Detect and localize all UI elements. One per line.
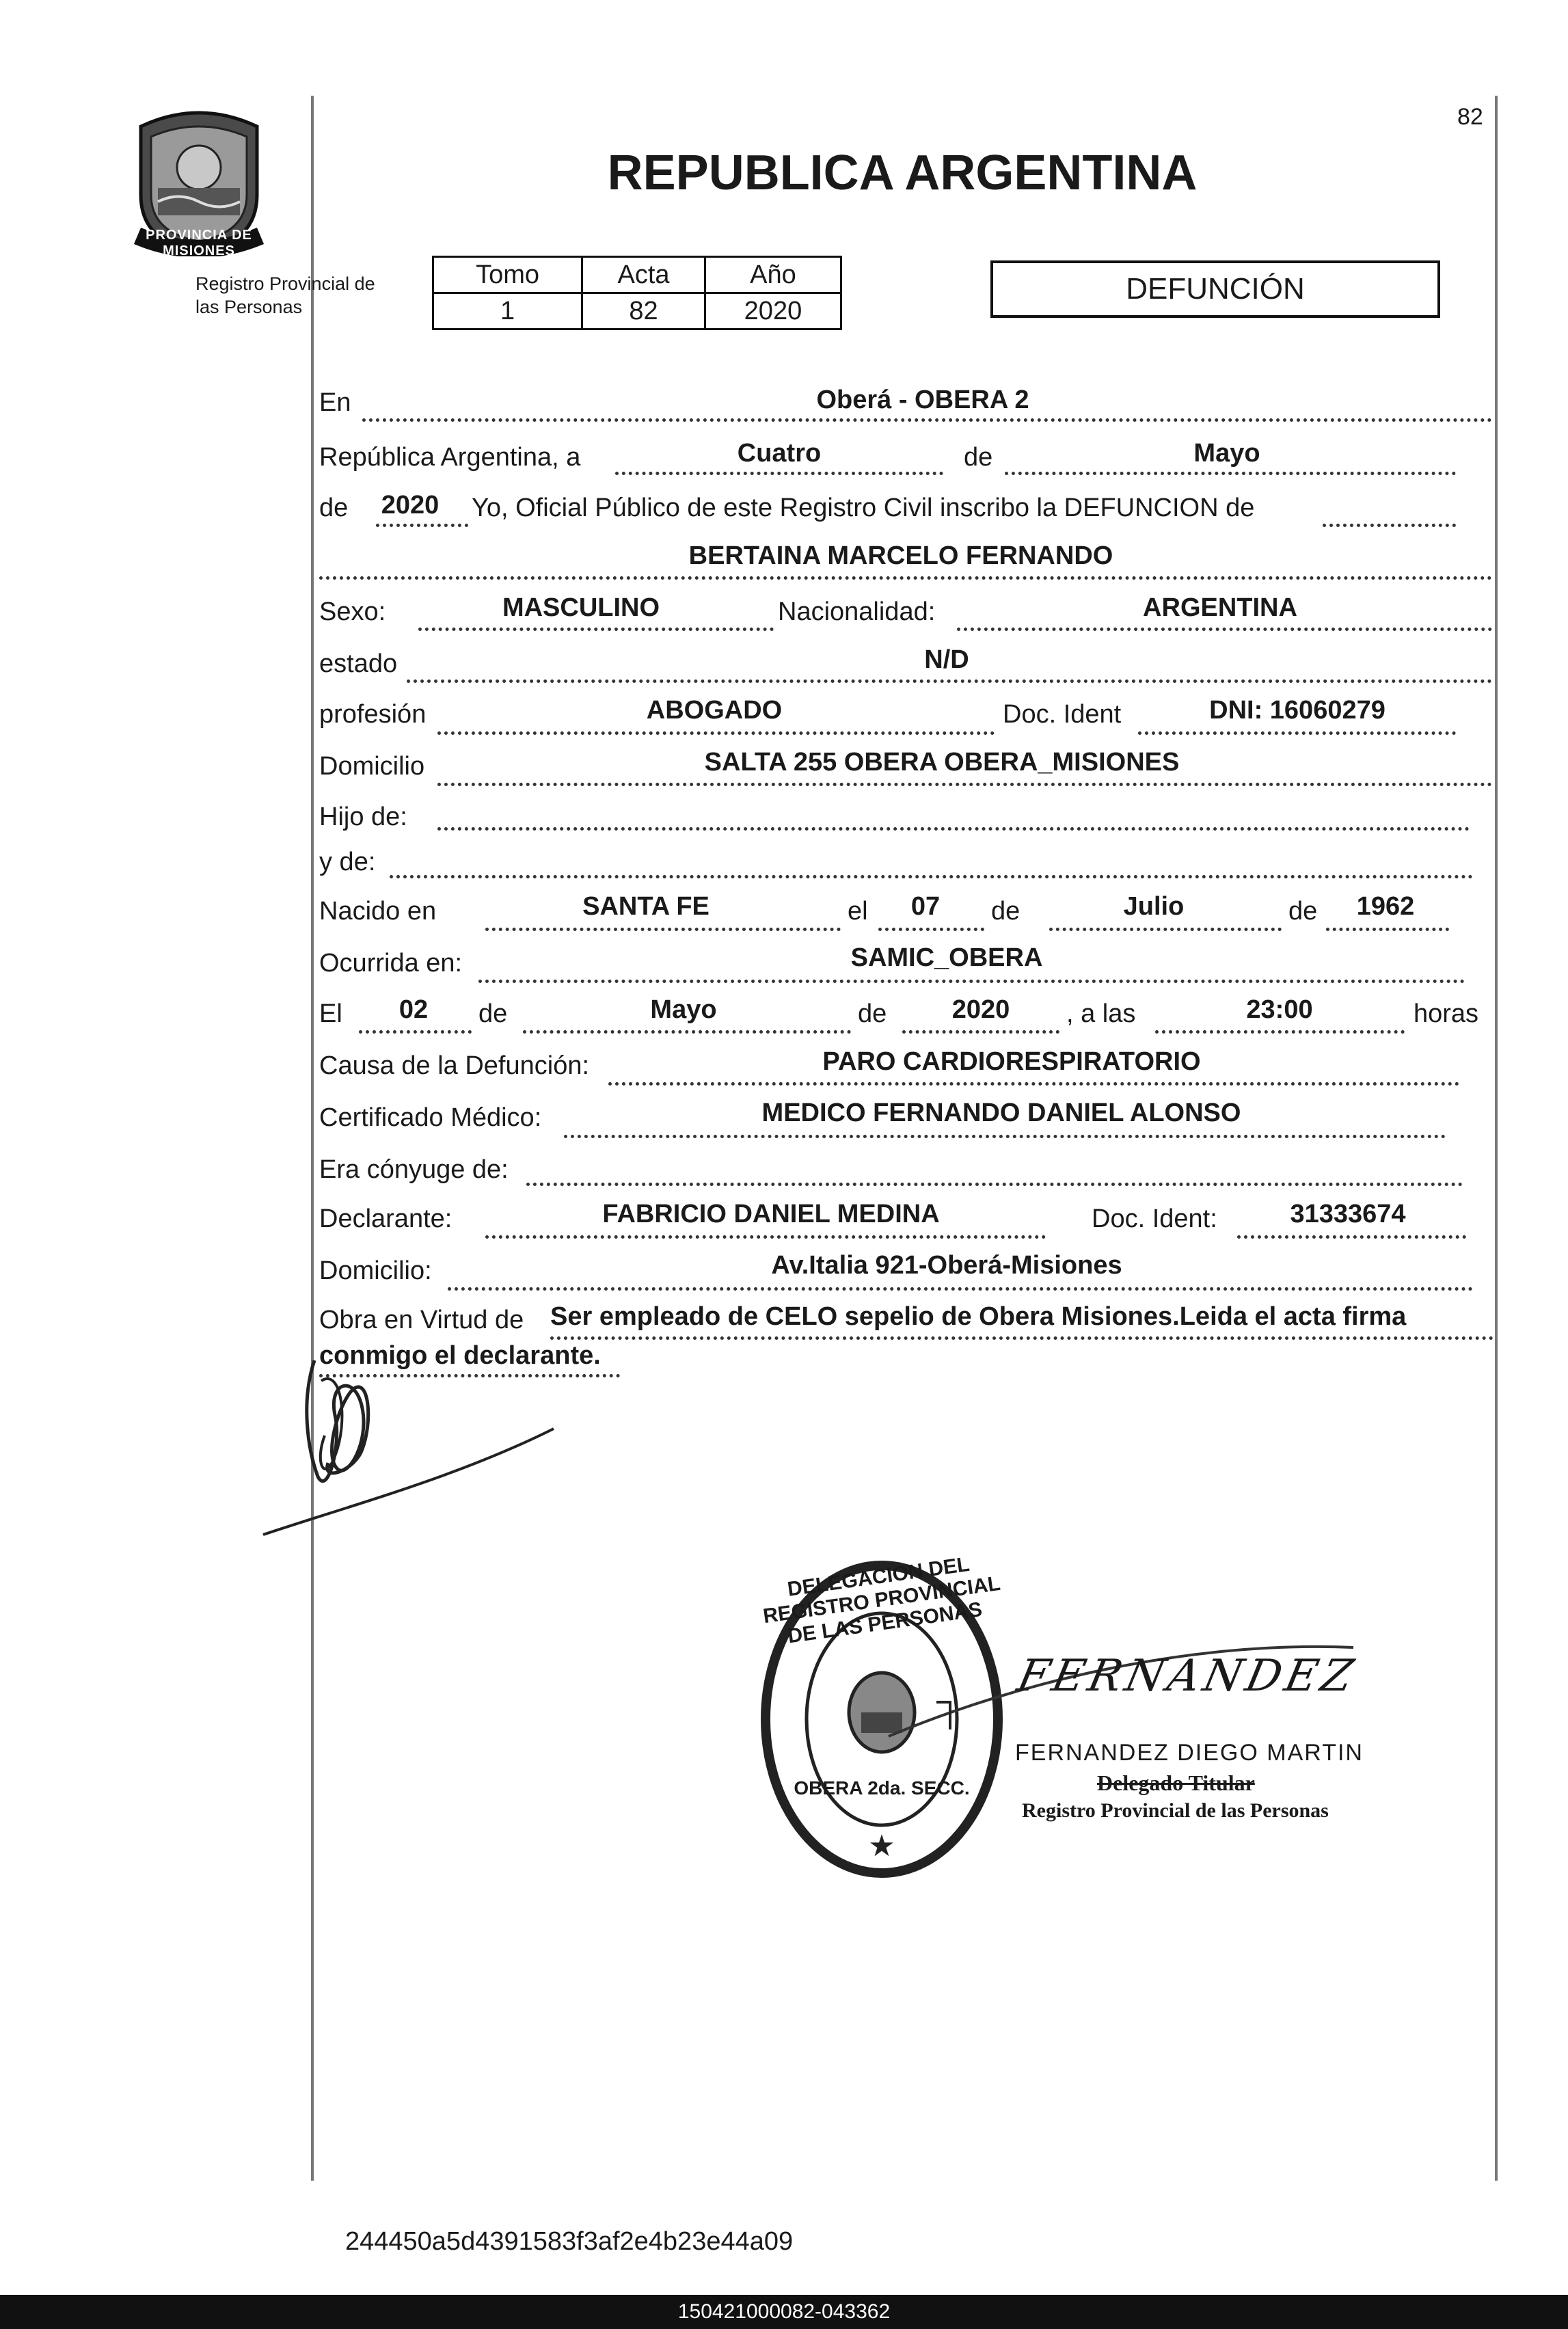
- de-label-1: de: [964, 443, 993, 472]
- el-label: el: [848, 897, 868, 926]
- year-line: [376, 524, 468, 527]
- de-label-2: de: [319, 494, 349, 522]
- conyuge-line: [526, 1183, 1463, 1186]
- doc-ident-line: [1138, 731, 1456, 735]
- name-line: [319, 576, 1492, 580]
- official-name: FERNANDEZ DIEGO MARTIN: [1015, 1740, 1364, 1766]
- place-line: [362, 418, 1492, 422]
- domicilio-label: Domicilio: [319, 752, 425, 781]
- nacionalidad-line: [957, 628, 1492, 631]
- day-words-line: [615, 472, 943, 475]
- province-logo: [127, 106, 271, 256]
- causa-value: PARO CARDIORESPIRATORIO: [822, 1047, 1201, 1076]
- obra-line-1: [550, 1336, 1493, 1340]
- yde-label: y de:: [319, 848, 376, 876]
- death-time-line: [1155, 1030, 1405, 1034]
- certificado-label: Certificado Médico:: [319, 1103, 542, 1132]
- yde-line: [390, 875, 1473, 878]
- footer-code-bar: 150421000082-043362: [0, 2295, 1568, 2329]
- table-value-anio: 2020: [705, 293, 841, 329]
- birth-year-line: [1326, 928, 1449, 931]
- death-year-line: [902, 1030, 1059, 1034]
- birth-day-value: 07: [910, 892, 941, 921]
- table-header-tomo: Tomo: [433, 257, 582, 293]
- certificado-line: [564, 1135, 1446, 1138]
- page-number: 82: [1457, 104, 1483, 130]
- nacido-label: Nacido en: [319, 897, 437, 926]
- obra-text-line-1: Ser empleado de CELO sepelio de Obera Misiones.Leida el acta firma: [550, 1302, 1407, 1331]
- sexo-line: [418, 628, 774, 631]
- estado-label: estado: [319, 649, 398, 678]
- stamp-inner-text: OBERA 2da. SECC.: [794, 1777, 970, 1799]
- domicilio2-label: Domicilio:: [319, 1256, 432, 1285]
- declarante-line: [485, 1235, 1046, 1239]
- causa-line: [608, 1082, 1459, 1086]
- registry-line-1: Registro Provincial de: [195, 273, 375, 294]
- left-margin-rule: [311, 96, 314, 2181]
- official-office: Registro Provincial de las Personas: [1022, 1799, 1329, 1822]
- sexo-label: Sexo:: [319, 597, 386, 626]
- estado-value: N/D: [924, 645, 969, 674]
- declarante-doc-value: 31333674: [1290, 1200, 1406, 1228]
- document-hash: 244450a5d4391583f3af2e4b23e44a09: [345, 2227, 794, 2256]
- alas-label: , a las: [1066, 999, 1136, 1028]
- obra-label: Obra en Virtud de: [319, 1306, 524, 1334]
- birth-month-line: [1049, 928, 1282, 931]
- year-value: 2020: [381, 491, 440, 520]
- de-label-4: de: [1288, 897, 1318, 926]
- death-time-value: 23:00: [1246, 995, 1313, 1024]
- sexo-value: MASCULINO: [502, 593, 660, 622]
- declarante-label: Declarante:: [319, 1204, 452, 1233]
- birth-year-value: 1962: [1356, 892, 1415, 921]
- de-label-3: de: [991, 897, 1020, 926]
- place-value: Oberá - OBERA 2: [816, 386, 1029, 414]
- declarante-doc-line: [1237, 1235, 1466, 1239]
- causa-label: Causa de la Defunción:: [319, 1051, 590, 1080]
- conyuge-label: Era cónyuge de:: [319, 1155, 509, 1184]
- de-label-6: de: [858, 999, 887, 1028]
- official-signature: FERNANDEZ: [1013, 1651, 1362, 1701]
- declarante-value: FABRICIO DANIEL MEDINA: [602, 1200, 940, 1228]
- inscribo-line: [1323, 524, 1456, 527]
- month-line: [1005, 472, 1456, 475]
- death-month-line: [523, 1030, 851, 1034]
- record-table: [432, 256, 842, 330]
- hijo-line: [437, 827, 1470, 831]
- deceased-name: BERTAINA MARCELO FERNANDO: [688, 541, 1113, 570]
- table-value-acta: 82: [582, 293, 705, 329]
- table-header-anio: Año: [705, 257, 841, 293]
- inscribo-text: Yo, Oficial Público de este Registro Civil inscribo la DEFUNCION de: [472, 494, 1255, 522]
- death-year-value: 2020: [951, 995, 1010, 1024]
- estado-line: [407, 679, 1492, 683]
- profesion-value: ABOGADO: [646, 696, 783, 725]
- death-day-value: 02: [398, 995, 429, 1024]
- right-margin-rule: [1495, 96, 1498, 2181]
- ocurrida-value: SAMIC_OBERA: [850, 943, 1043, 972]
- doc-ident2-label: Doc. Ident:: [1092, 1204, 1217, 1233]
- nacido-value: SANTA FE: [582, 892, 709, 921]
- obra-text-line-2: conmigo el declarante.: [319, 1341, 601, 1370]
- birth-month-value: Julio: [1123, 892, 1185, 921]
- certificado-value: MEDICO FERNANDO DANIEL ALONSO: [761, 1099, 1241, 1127]
- horas-label: horas: [1414, 999, 1479, 1028]
- domicilio2-line: [448, 1287, 1473, 1291]
- month-value: Mayo: [1193, 439, 1260, 468]
- declarant-signature: [253, 1340, 574, 1545]
- nacionalidad-value: ARGENTINA: [1143, 593, 1297, 622]
- official-role: Delegado Titular: [1097, 1771, 1255, 1795]
- death-month-value: Mayo: [650, 995, 717, 1024]
- table-value-tomo: 1: [433, 293, 582, 329]
- ocurrida-line: [478, 980, 1465, 983]
- domicilio-line: [437, 783, 1492, 786]
- birth-day-line: [878, 928, 984, 931]
- table-header-acta: Acta: [582, 257, 705, 293]
- en-label: En: [319, 388, 351, 417]
- declarante-domicilio-value: Av.Italia 921-Oberá-Misiones: [771, 1251, 1122, 1280]
- domicilio-value: SALTA 255 OBERA OBERA_MISIONES: [704, 748, 1180, 777]
- el2-label: El: [319, 999, 342, 1028]
- day-words-value: Cuatro: [737, 439, 822, 468]
- death-day-line: [359, 1030, 472, 1034]
- de-label-5: de: [478, 999, 508, 1028]
- doc-ident-label: Doc. Ident: [1003, 700, 1122, 729]
- doc-ident-value: DNI: 16060279: [1209, 696, 1385, 725]
- republica-label: República Argentina, a: [319, 443, 581, 472]
- nacido-line: [485, 928, 841, 931]
- record-type-box: DEFUNCIÓN: [990, 260, 1440, 318]
- profesion-line: [437, 731, 995, 735]
- svg-text:★: ★: [868, 1829, 895, 1863]
- nacionalidad-label: Nacionalidad:: [778, 597, 936, 626]
- stamp-ring-text: DELEGACION DEL REGISTRO PROVINCIAL DE LAS PERSONAS: [761, 1552, 1002, 1648]
- hijo-label: Hijo de:: [319, 803, 407, 831]
- ocurrida-label: Ocurrida en:: [319, 949, 463, 978]
- logo-text: PROVINCIA DE MISIONES: [146, 228, 252, 258]
- document-title: REPUBLICA ARGENTINA: [607, 146, 1198, 200]
- profesion-label: profesión: [319, 700, 427, 729]
- registry-line-2: las Personas: [195, 297, 303, 317]
